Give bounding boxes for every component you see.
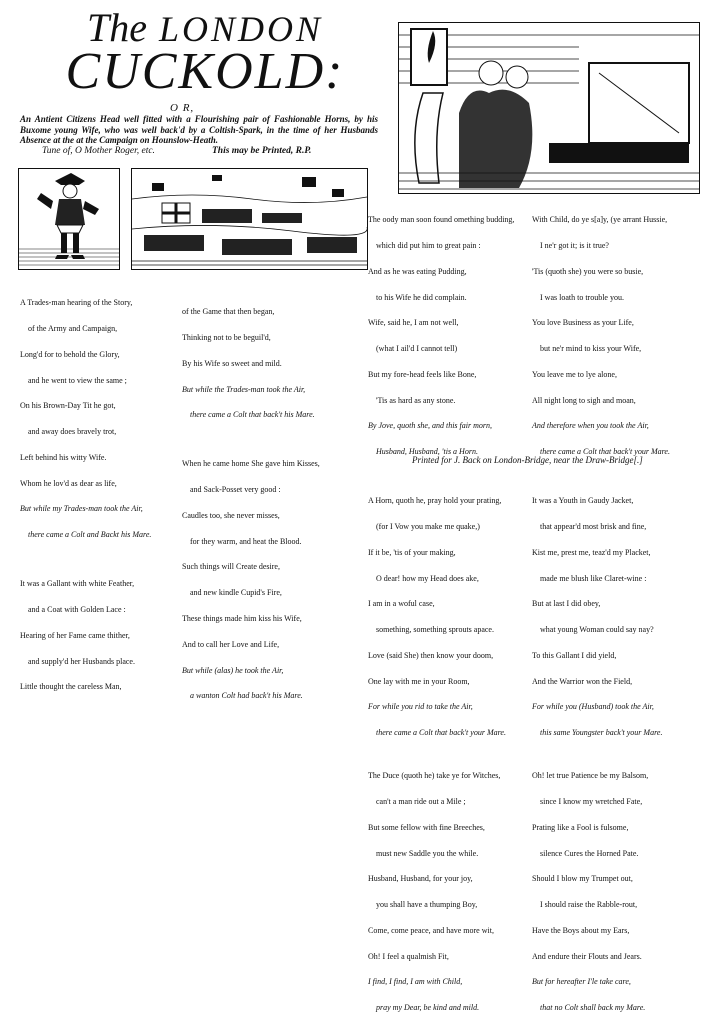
- verse-line: And to call her Love and Life,: [182, 639, 280, 649]
- verse-line: Have the Boys about my Ears,: [532, 925, 630, 935]
- gallant-figure-image: [19, 169, 119, 269]
- verse-line: Husband, Husband, for your joy,: [368, 874, 473, 884]
- verse-line: 'Tis (quoth she) you were so busie,: [532, 266, 644, 276]
- verse-line: a wanton Colt had back't his Mare.: [190, 691, 303, 701]
- verse-line: Oh! I feel a qualmish Fit,: [368, 951, 449, 961]
- stanza: [368, 755, 528, 1030]
- verse-line: A Horn, quoth he, pray hold your prating,: [368, 496, 502, 506]
- woodcut-gallant: [18, 168, 120, 270]
- verse-line: must new Saddle you the while.: [376, 848, 479, 858]
- verse-line: But some fellow with fine Breeches,: [368, 822, 485, 832]
- printer-colophon: Printed for J. Back on London-Bridge, near the Draw-Bridge[.]: [412, 455, 643, 465]
- verse-line: And therefore when you took the Air,: [532, 421, 649, 431]
- woodcut-campaign: [131, 168, 368, 270]
- verse-line: The Duce (quoth he) take ye for Witches,: [368, 771, 501, 781]
- verse-line: Little thought the careless Man,: [20, 682, 122, 692]
- verse-line: there came a Colt and Backt his Mare.: [28, 530, 152, 540]
- verse-line: I was loath to trouble you.: [540, 292, 624, 302]
- verse-line: A Trades-man hearing of the Story,: [20, 298, 133, 308]
- verse-line: But while my Trades-man took the Air,: [20, 504, 143, 514]
- verse-line: silence Cures the Horned Pate.: [540, 848, 639, 858]
- verse-column-4: [532, 199, 702, 1036]
- verse-line: It was a Youth in Gaudy Jacket,: [532, 496, 634, 506]
- verse-line: By Jove, quoth she, and this fair morn,: [368, 421, 492, 431]
- verse-line: To this Gallant I did yield,: [532, 650, 617, 660]
- verse-line: O dear! how my Head does ake,: [376, 573, 479, 583]
- verse-line: Come, come peace, and have more wit,: [368, 925, 494, 935]
- verse-line: to his Wife he did complain.: [376, 292, 467, 302]
- verse-line: can't a man ride out a Mile ;: [376, 796, 466, 806]
- verse-line: Kist me, prest me, teaz'd my Placket,: [532, 547, 651, 557]
- title-the: The: [86, 5, 147, 50]
- verse-line: But my fore-head feels like Bone,: [368, 369, 477, 379]
- verse-line: If it be, 'tis of your making,: [368, 547, 456, 557]
- verse-line: Hearing of her Fame came thither,: [20, 630, 130, 640]
- verse-line: And endure their Flouts and Jears.: [532, 951, 642, 961]
- verse-line: that no Colt shall back my Mare.: [540, 1003, 646, 1013]
- verse-line: and supply'd her Husbands place.: [28, 656, 135, 666]
- verse-line: Long'd for to behold the Glory,: [20, 349, 120, 359]
- stanza: [368, 199, 528, 474]
- verse-line: you shall have a thumping Boy,: [376, 900, 478, 910]
- verse-column-3: [368, 199, 528, 1036]
- verse-line: Whom he lov'd as dear as life,: [20, 478, 117, 488]
- verse-line: and he went to view the same ;: [28, 375, 127, 385]
- verse-line: It was a Gallant with white Feather,: [20, 579, 135, 589]
- verse-line: (for I Vow you make me quake,): [376, 521, 480, 531]
- verse-line: And the Warrior won the Field,: [532, 676, 633, 686]
- verse-line: On his Brown-Day Tit he got,: [20, 401, 116, 411]
- verse-line: I ne'r got it; is it true?: [540, 240, 609, 250]
- stanza: [20, 563, 170, 709]
- title-london: LONDON: [158, 9, 324, 49]
- stanza: [532, 199, 702, 474]
- verse-line: Love (said She) then know your doom,: [368, 650, 494, 660]
- verse-line: Oh! let true Patience be my Balsom,: [532, 771, 649, 781]
- verse-line: I find, I find, I am with Child,: [368, 977, 463, 987]
- verse-line: since I know my wretched Fate,: [540, 796, 643, 806]
- verse-line: which did put him to great pain :: [376, 240, 481, 250]
- verse-line: of the Game that then began,: [182, 307, 275, 317]
- verse-line: 'Tis as hard as any stone.: [376, 395, 456, 405]
- woodcut-interior: [398, 22, 700, 194]
- title-cuckold: CUCKOLD:: [65, 43, 345, 100]
- stanza: [20, 282, 170, 557]
- verse-line: Thinking not to be beguil'd,: [182, 332, 271, 342]
- verse-line: Such things will Create desire,: [182, 562, 280, 572]
- verse-line: Left behind his witty Wife.: [20, 452, 107, 462]
- interior-scene-image: [399, 23, 699, 193]
- title-or: O R,: [170, 102, 195, 114]
- license-line: This may be Printed, R.P.: [212, 146, 312, 156]
- verse-line: Should I blow my Trumpet out,: [532, 874, 633, 884]
- verse-line: Husband, Husband, 'tis a Horn.: [376, 447, 478, 457]
- verse-line: (what I ail'd I cannot tell): [376, 344, 458, 354]
- stanza: [532, 755, 702, 1030]
- verse-line: and away does bravely trot,: [28, 427, 117, 437]
- verse-line: For while you (Husband) took the Air,: [532, 702, 654, 712]
- verse-line: You love Business as your Life,: [532, 318, 634, 328]
- verse-line: this same Youngster back't your Mare.: [540, 728, 663, 738]
- verse-line: made me blush like Claret-wine :: [540, 573, 647, 583]
- verse-line: and a Coat with Golden Lace :: [28, 604, 126, 614]
- verse-line: One lay with me in your Room,: [368, 676, 470, 686]
- verse-line: there came a Colt that back't your Mare.: [376, 728, 506, 738]
- verse-line: I am in a woful case,: [368, 599, 435, 609]
- verse-line: When he came home She gave him Kisses,: [182, 459, 320, 469]
- ballad-subtitle: An Antient Citizens Head well fitted with a Flourishing pair of Fashionable Horns, by his Buxome young Wife, who was well back'd by a Coltish-Spark, in the time of her Husbands Absence at the at the Campaign on Hounslow-Heath.: [20, 114, 378, 145]
- verse-line: there came a Colt that back't your Mare.: [540, 447, 670, 457]
- verse-line: something, something sprouts apace.: [376, 625, 494, 635]
- verse-line: By his Wife so sweet and mild.: [182, 358, 282, 368]
- verse-column-1: [20, 282, 170, 715]
- verse-column-2: [182, 291, 350, 724]
- verse-line: Caudles too, she never misses,: [182, 510, 280, 520]
- verse-line: All night long to sigh and moan,: [532, 395, 636, 405]
- verse-line: You leave me to lye alone,: [532, 369, 617, 379]
- ballad-title: [40, 5, 370, 100]
- tune-line: Tune of, O Mother Roger, etc.: [42, 146, 155, 156]
- stanza: [368, 480, 528, 755]
- verse-line: but ne'r mind to kiss your Wife,: [540, 344, 642, 354]
- verse-line: Prating like a Fool is fulsome,: [532, 822, 629, 832]
- stanza: [532, 480, 702, 755]
- verse-line: of the Army and Campaign,: [28, 323, 118, 333]
- verse-line: there came a Colt that back't his Mare.: [190, 410, 315, 420]
- verse-line: and new kindle Cupid's Fire,: [190, 588, 282, 598]
- verse-line: But while (alas) he took the Air,: [182, 665, 284, 675]
- verse-line: that appear'd most brisk and fine,: [540, 521, 647, 531]
- verse-line: But at last I did obey,: [532, 599, 601, 609]
- verse-line: And as he was eating Pudding,: [368, 266, 467, 276]
- verse-line: and Sack-Posset very good :: [190, 485, 281, 495]
- verse-line: These things made him kiss his Wife,: [182, 613, 302, 623]
- verse-line: For while you rid to take the Air,: [368, 702, 473, 712]
- stanza: [182, 291, 350, 437]
- verse-line: I should raise the Rabble-rout,: [540, 900, 638, 910]
- verse-line: But for hereafter I'le take care,: [532, 977, 631, 987]
- verse-line: With Child, do ye s[a]y, (ye arrant Hussie,: [532, 215, 668, 225]
- verse-line: for they warm, and heat the Blood.: [190, 536, 302, 546]
- verse-line: The oody man soon found omething budding,: [368, 215, 515, 225]
- verse-line: Wife, said he, I am not well,: [368, 318, 459, 328]
- verse-line: pray my Dear, be kind and mild.: [376, 1003, 480, 1013]
- verse-line: what young Woman could say nay?: [540, 625, 654, 635]
- stanza: [182, 443, 350, 718]
- verse-line: But while the Trades-man took the Air,: [182, 384, 306, 394]
- campaign-scene-image: [132, 169, 367, 269]
